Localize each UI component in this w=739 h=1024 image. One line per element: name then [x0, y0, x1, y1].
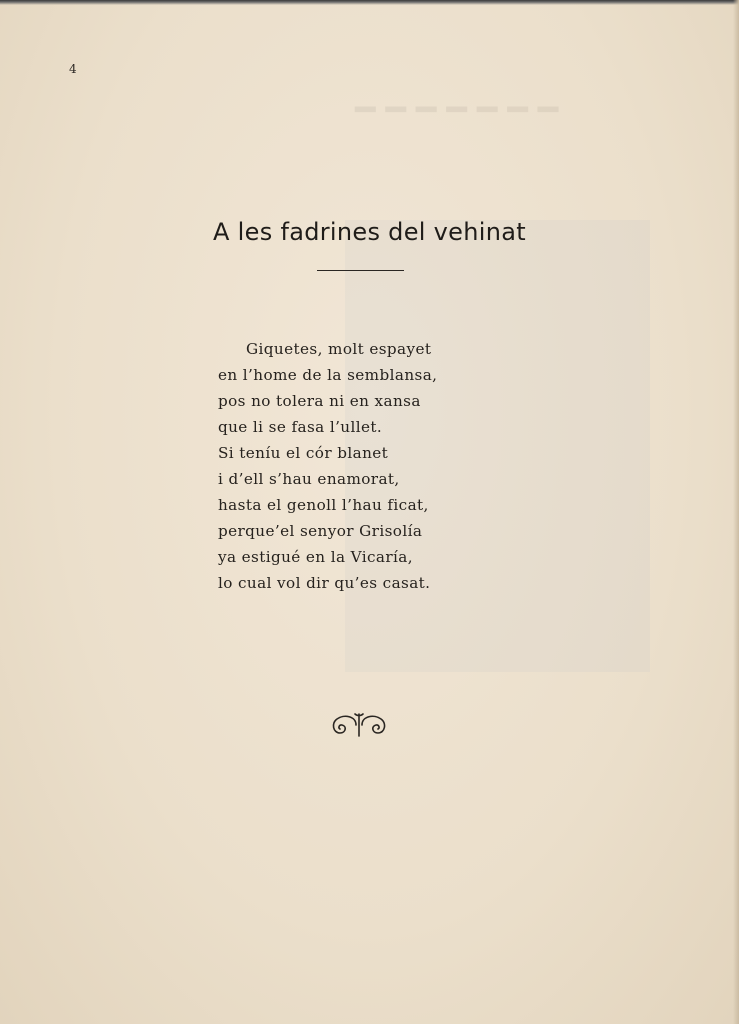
poem-line: ya estigué en la Vicaría, — [218, 548, 413, 566]
poem-line: Si teníu el cór blanet — [218, 444, 389, 462]
poem-line: lo cual vol dir qu’es casat. — [218, 574, 431, 592]
poem-line: que li se fasa l’ullet. — [218, 418, 383, 436]
poem-line: hasta el genoll l’hau ficat, — [218, 496, 429, 514]
poem-title: A les fadrines del vehinat — [213, 218, 526, 246]
poem-line: Giquetes, molt espayet — [246, 340, 432, 358]
title-divider — [317, 270, 404, 271]
poem-line: pos no tolera ni en xansa — [218, 392, 421, 410]
page-number: 4 — [69, 62, 77, 76]
poem-line: perque’el senyor Grisolía — [218, 522, 423, 540]
bleed-through-text: ━━━━━━━ — [345, 91, 559, 129]
page-top-edge — [0, 0, 739, 5]
poem-line: i d’ell s’hau enamorat, — [218, 470, 400, 488]
page-right-edge — [733, 0, 739, 1024]
poem-body — [218, 336, 458, 596]
poem-line: en l’home de la semblansa, — [218, 366, 438, 384]
scroll-ornament-icon — [326, 708, 392, 742]
